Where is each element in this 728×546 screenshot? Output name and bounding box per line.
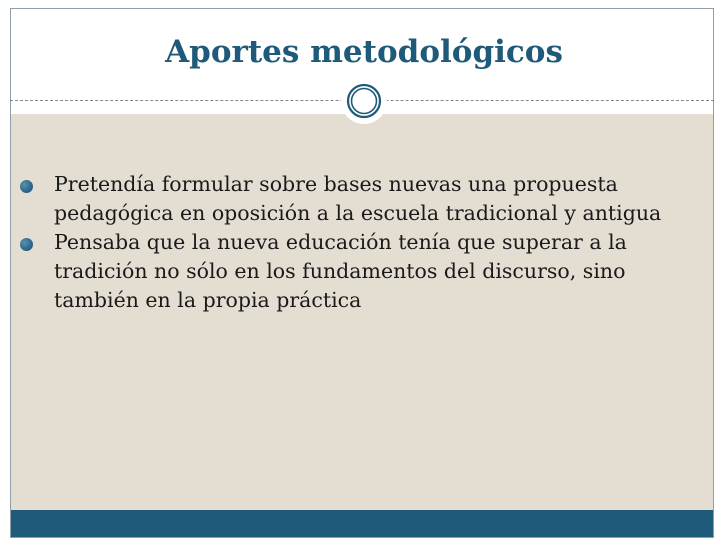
round-bullet-icon: [20, 180, 33, 193]
bullet-item-1: [16, 170, 692, 228]
bullet-item-2: [16, 228, 692, 315]
circle-ornament-icon: [341, 78, 387, 124]
round-bullet-icon: [20, 238, 33, 251]
bullet-text-1: Pretendía formular sobre bases nuevas una propuesta pedagógica en oposición a la escuela tradicional y antigua: [54, 172, 662, 225]
footer-bar: [11, 510, 713, 537]
bullet-list: [16, 170, 692, 315]
slide-title: Aportes metodológicos: [165, 34, 563, 70]
bullet-text-2: Pensaba que la nueva educación tenía que superar a la tradición no sólo en los fundamentos del discurso, sino también en la propia práctica: [54, 230, 627, 312]
